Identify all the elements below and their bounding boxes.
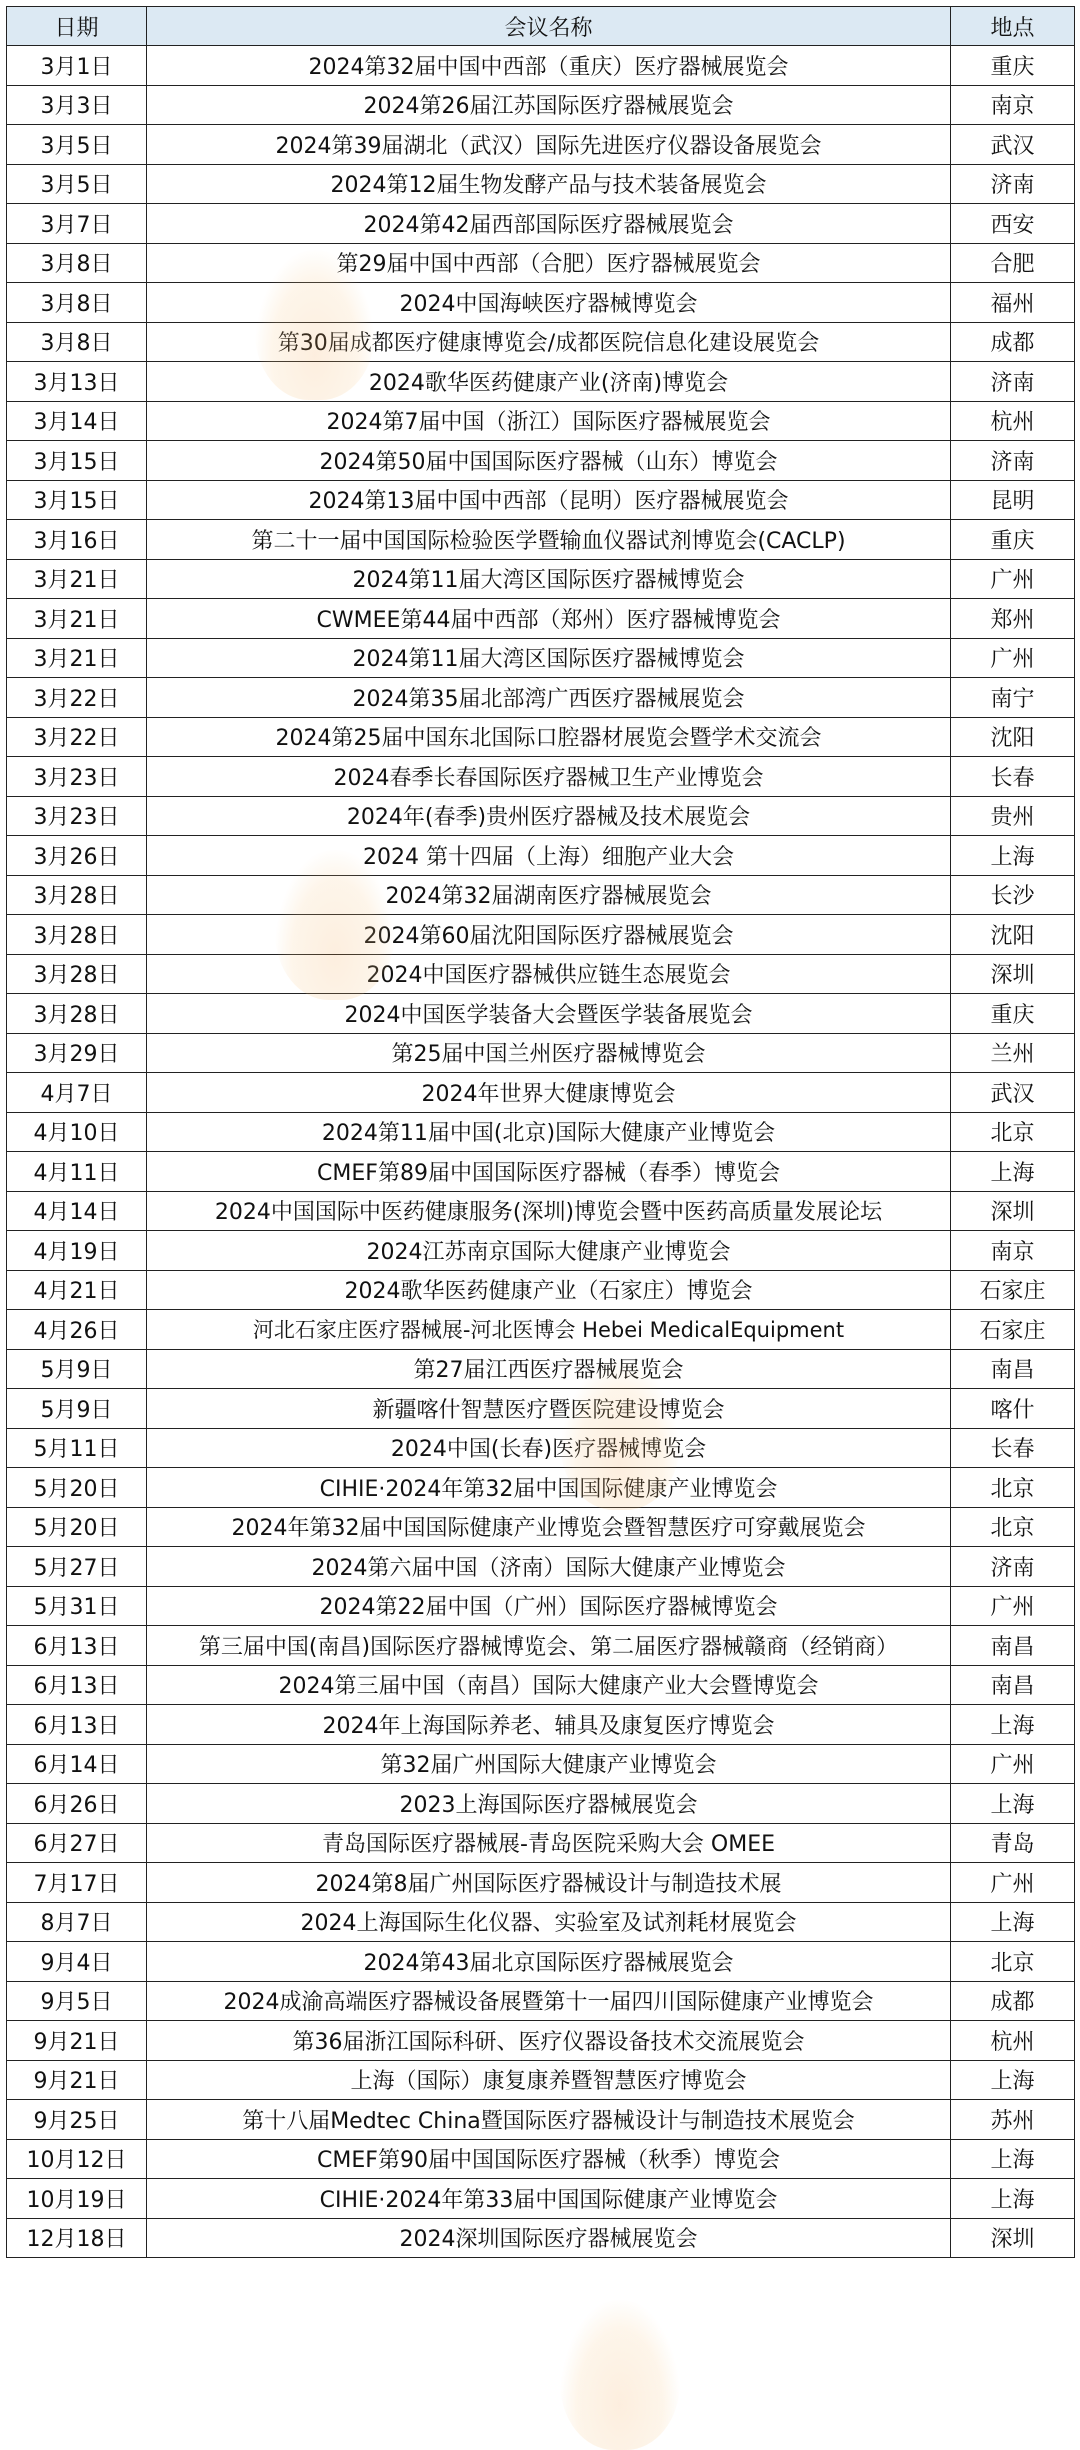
exhibition-table-container [6,6,1074,2258]
cell-place: 昆明 [951,480,1075,520]
table-row [7,1389,1075,1429]
cell-place: 苏州 [951,2100,1075,2140]
cell-place: 南宁 [951,678,1075,718]
cell-date: 3月28日 [7,994,147,1034]
cell-place: 长春 [951,1428,1075,1468]
cell-name: 2024第三届中国（南昌）国际大健康产业大会暨博览会 [147,1665,951,1705]
cell-date: 9月21日 [7,2021,147,2061]
cell-date: 3月5日 [7,125,147,165]
cell-place: 济南 [951,362,1075,402]
exhibition-schedule-table [6,6,1075,2258]
cell-date: 3月23日 [7,796,147,836]
cell-place: 杭州 [951,401,1075,441]
cell-name: 2024年世界大健康博览会 [147,1073,951,1113]
table-row [7,1705,1075,1745]
cell-date: 4月11日 [7,1152,147,1192]
cell-name: 2024中国医疗器械供应链生态展览会 [147,954,951,994]
table-row [7,1349,1075,1389]
cell-date: 6月13日 [7,1665,147,1705]
cell-place: 喀什 [951,1389,1075,1429]
cell-name: 2024春季长春国际医疗器械卫生产业博览会 [147,757,951,797]
cell-place: 济南 [951,441,1075,481]
table-row [7,2179,1075,2219]
cell-date: 3月16日 [7,520,147,560]
table-row [7,164,1075,204]
cell-place: 合肥 [951,243,1075,283]
cell-name: 2024第26届江苏国际医疗器械展览会 [147,85,951,125]
cell-place: 广州 [951,1586,1075,1626]
cell-place: 北京 [951,1942,1075,1982]
cell-name: 2024上海国际生化仪器、实验室及试剂耗材展览会 [147,1902,951,1942]
table-row [7,1270,1075,1310]
table-row [7,1665,1075,1705]
cell-date: 3月28日 [7,954,147,994]
cell-date: 3月28日 [7,915,147,955]
cell-place: 北京 [951,1507,1075,1547]
cell-date: 3月8日 [7,283,147,323]
cell-date: 5月9日 [7,1389,147,1429]
table-row [7,1033,1075,1073]
table-row [7,559,1075,599]
cell-name: 2024第25届中国东北国际口腔器材展览会暨学术交流会 [147,717,951,757]
cell-place: 郑州 [951,599,1075,639]
cell-name: CMEF第89届中国国际医疗器械（春季）博览会 [147,1152,951,1192]
cell-date: 3月5日 [7,164,147,204]
cell-name: 第30届成都医疗健康博览会/成都医院信息化建设展览会 [147,322,951,362]
cell-name: 2024第32届中国中西部（重庆）医疗器械展览会 [147,46,951,86]
table-row [7,1744,1075,1784]
header-place: 地点 [951,7,1075,46]
cell-date: 3月26日 [7,836,147,876]
cell-date: 4月21日 [7,1270,147,1310]
cell-name: 第25届中国兰州医疗器械博览会 [147,1033,951,1073]
cell-place: 重庆 [951,520,1075,560]
cell-name: 2023上海国际医疗器械展览会 [147,1784,951,1824]
table-row [7,1231,1075,1271]
cell-date: 12月18日 [7,2218,147,2258]
cell-place: 西安 [951,204,1075,244]
cell-date: 3月13日 [7,362,147,402]
table-row [7,994,1075,1034]
table-body [7,46,1075,2258]
table-row [7,1902,1075,1942]
cell-name: 2024年(春季)贵州医疗器械及技术展览会 [147,796,951,836]
cell-name: 2024 第十四届（上海）细胞产业大会 [147,836,951,876]
cell-date: 3月23日 [7,757,147,797]
table-row [7,46,1075,86]
cell-date: 5月11日 [7,1428,147,1468]
table-row [7,875,1075,915]
table-row [7,1942,1075,1982]
cell-name: CIHIE·2024年第33届中国国际健康产业博览会 [147,2179,951,2219]
cell-date: 4月7日 [7,1073,147,1113]
cell-date: 3月1日 [7,46,147,86]
cell-name: 2024第43届北京国际医疗器械展览会 [147,1942,951,1982]
cell-date: 4月10日 [7,1112,147,1152]
cell-date: 7月17日 [7,1863,147,1903]
cell-place: 广州 [951,1863,1075,1903]
table-row [7,480,1075,520]
cell-name: 河北石家庄医疗器械展-河北医博会 Hebei MedicalEquipment [147,1310,951,1350]
cell-date: 6月26日 [7,1784,147,1824]
cell-place: 深圳 [951,2218,1075,2258]
table-row [7,1152,1075,1192]
table-row [7,1507,1075,1547]
cell-name: 第二十一届中国国际检验医学暨输血仪器试剂博览会(CACLP) [147,520,951,560]
cell-place: 杭州 [951,2021,1075,2061]
cell-date: 6月13日 [7,1705,147,1745]
cell-place: 石家庄 [951,1310,1075,1350]
cell-place: 上海 [951,2139,1075,2179]
cell-place: 广州 [951,559,1075,599]
table-row [7,1112,1075,1152]
cell-date: 4月14日 [7,1191,147,1231]
cell-date: 3月22日 [7,717,147,757]
watermark-logo-4 [560,2300,680,2450]
table-row [7,125,1075,165]
cell-name: CMEF第90届中国国际医疗器械（秋季）博览会 [147,2139,951,2179]
table-row [7,85,1075,125]
cell-name: 2024深圳国际医疗器械展览会 [147,2218,951,2258]
cell-place: 沈阳 [951,915,1075,955]
cell-place: 成都 [951,1981,1075,2021]
header-name: 会议名称 [147,7,951,46]
cell-date: 3月8日 [7,243,147,283]
table-row [7,362,1075,402]
cell-place: 贵州 [951,796,1075,836]
table-row [7,1073,1075,1113]
table-row [7,441,1075,481]
table-row [7,1428,1075,1468]
cell-place: 武汉 [951,125,1075,165]
cell-place: 沈阳 [951,717,1075,757]
table-row [7,2060,1075,2100]
table-row [7,717,1075,757]
cell-place: 南昌 [951,1626,1075,1666]
cell-place: 北京 [951,1468,1075,1508]
table-row [7,2100,1075,2140]
cell-place: 上海 [951,1152,1075,1192]
table-row [7,638,1075,678]
cell-name: 2024第7届中国（浙江）国际医疗器械展览会 [147,401,951,441]
cell-name: 2024中国海峡医疗器械博览会 [147,283,951,323]
cell-name: 2024第60届沈阳国际医疗器械展览会 [147,915,951,955]
cell-place: 石家庄 [951,1270,1075,1310]
cell-place: 上海 [951,2060,1075,2100]
cell-date: 4月26日 [7,1310,147,1350]
cell-place: 广州 [951,638,1075,678]
table-row [7,2139,1075,2179]
cell-date: 6月14日 [7,1744,147,1784]
cell-place: 上海 [951,836,1075,876]
cell-date: 9月5日 [7,1981,147,2021]
table-row [7,1547,1075,1587]
cell-name: 上海（国际）康复康养暨智慧医疗博览会 [147,2060,951,2100]
cell-name: 2024中国国际中医药健康服务(深圳)博览会暨中医药高质量发展论坛 [147,1191,951,1231]
cell-name: 青岛国际医疗器械展-青岛医院采购大会 OMEE [147,1823,951,1863]
cell-date: 3月21日 [7,638,147,678]
cell-name: 2024第11届中国(北京)国际大健康产业博览会 [147,1112,951,1152]
table-row [7,954,1075,994]
cell-date: 3月29日 [7,1033,147,1073]
table-row [7,757,1075,797]
cell-date: 3月15日 [7,480,147,520]
cell-place: 上海 [951,2179,1075,2219]
cell-date: 9月25日 [7,2100,147,2140]
table-row [7,599,1075,639]
table-row [7,1310,1075,1350]
cell-date: 9月4日 [7,1942,147,1982]
table-row [7,283,1075,323]
cell-place: 长沙 [951,875,1075,915]
cell-date: 3月21日 [7,559,147,599]
cell-name: CIHIE·2024年第32届中国国际健康产业博览会 [147,1468,951,1508]
cell-name: 2024歌华医药健康产业（石家庄）博览会 [147,1270,951,1310]
cell-name: 2024第六届中国（济南）国际大健康产业博览会 [147,1547,951,1587]
cell-date: 8月7日 [7,1902,147,1942]
table-row [7,836,1075,876]
table-row [7,1191,1075,1231]
table-row [7,401,1075,441]
cell-name: 2024中国医学装备大会暨医学装备展览会 [147,994,951,1034]
cell-place: 上海 [951,1784,1075,1824]
cell-name: 2024第8届广州国际医疗器械设计与制造技术展 [147,1863,951,1903]
table-row [7,2218,1075,2258]
cell-name: 2024年第32届中国国际健康产业博览会暨智慧医疗可穿戴展览会 [147,1507,951,1547]
cell-place: 深圳 [951,954,1075,994]
cell-date: 6月13日 [7,1626,147,1666]
table-row [7,204,1075,244]
cell-name: 2024第22届中国（广州）国际医疗器械博览会 [147,1586,951,1626]
cell-name: 第十八届Medtec China暨国际医疗器械设计与制造技术展览会 [147,2100,951,2140]
cell-place: 济南 [951,164,1075,204]
cell-place: 广州 [951,1744,1075,1784]
cell-date: 5月20日 [7,1507,147,1547]
table-row [7,1468,1075,1508]
table-row [7,915,1075,955]
cell-name: 2024第13届中国中西部（昆明）医疗器械展览会 [147,480,951,520]
table-row [7,243,1075,283]
table-row [7,520,1075,560]
cell-name: 新疆喀什智慧医疗暨医院建设博览会 [147,1389,951,1429]
cell-place: 南京 [951,1231,1075,1271]
flame-icon [560,2300,680,2450]
table-row [7,678,1075,718]
cell-place: 深圳 [951,1191,1075,1231]
table-row [7,1823,1075,1863]
cell-date: 5月31日 [7,1586,147,1626]
cell-date: 5月27日 [7,1547,147,1587]
cell-place: 武汉 [951,1073,1075,1113]
table-row [7,1586,1075,1626]
cell-date: 6月27日 [7,1823,147,1863]
cell-place: 上海 [951,1705,1075,1745]
cell-name: 2024年上海国际养老、辅具及康复医疗博览会 [147,1705,951,1745]
cell-date: 5月9日 [7,1349,147,1389]
cell-name: 2024江苏南京国际大健康产业博览会 [147,1231,951,1271]
cell-name: 2024第32届湖南医疗器械展览会 [147,875,951,915]
cell-name: 2024歌华医药健康产业(济南)博览会 [147,362,951,402]
cell-date: 3月8日 [7,322,147,362]
cell-place: 上海 [951,1902,1075,1942]
cell-place: 南昌 [951,1349,1075,1389]
cell-date: 10月19日 [7,2179,147,2219]
cell-place: 兰州 [951,1033,1075,1073]
cell-name: 2024第50届中国国际医疗器械（山东）博览会 [147,441,951,481]
cell-name: 第27届江西医疗器械展览会 [147,1349,951,1389]
cell-date: 3月28日 [7,875,147,915]
cell-date: 3月14日 [7,401,147,441]
table-row [7,1626,1075,1666]
cell-name: 2024第39届湖北（武汉）国际先进医疗仪器设备展览会 [147,125,951,165]
cell-place: 济南 [951,1547,1075,1587]
cell-name: 第36届浙江国际科研、医疗仪器设备技术交流展览会 [147,2021,951,2061]
table-row [7,2021,1075,2061]
cell-name: 第29届中国中西部（合肥）医疗器械展览会 [147,243,951,283]
header-date: 日期 [7,7,147,46]
cell-date: 5月20日 [7,1468,147,1508]
cell-place: 重庆 [951,46,1075,86]
cell-date: 10月12日 [7,2139,147,2179]
cell-date: 3月22日 [7,678,147,718]
cell-name: 2024第42届西部国际医疗器械展览会 [147,204,951,244]
cell-place: 长春 [951,757,1075,797]
cell-date: 3月21日 [7,599,147,639]
header-row [7,7,1075,46]
table-row [7,1981,1075,2021]
cell-date: 3月7日 [7,204,147,244]
table-row [7,796,1075,836]
cell-name: 2024成渝高端医疗器械设备展暨第十一届四川国际健康产业博览会 [147,1981,951,2021]
cell-place: 重庆 [951,994,1075,1034]
cell-name: 第三届中国(南昌)国际医疗器械博览会、第二届医疗器械赣商（经销商） [147,1626,951,1666]
table-row [7,1784,1075,1824]
cell-place: 青岛 [951,1823,1075,1863]
cell-name: 2024第11届大湾区国际医疗器械博览会 [147,638,951,678]
cell-name: CWMEE第44届中西部（郑州）医疗器械博览会 [147,599,951,639]
cell-name: 2024第12届生物发酵产品与技术装备展览会 [147,164,951,204]
cell-date: 3月15日 [7,441,147,481]
cell-place: 南昌 [951,1665,1075,1705]
cell-place: 成都 [951,322,1075,362]
cell-place: 福州 [951,283,1075,323]
cell-name: 2024中国(长春)医疗器械博览会 [147,1428,951,1468]
table-row [7,1863,1075,1903]
cell-date: 9月21日 [7,2060,147,2100]
cell-name: 第32届广州国际大健康产业博览会 [147,1744,951,1784]
cell-place: 南京 [951,85,1075,125]
table-row [7,322,1075,362]
cell-place: 北京 [951,1112,1075,1152]
cell-date: 3月3日 [7,85,147,125]
table-header [7,7,1075,46]
cell-name: 2024第11届大湾区国际医疗器械博览会 [147,559,951,599]
cell-name: 2024第35届北部湾广西医疗器械展览会 [147,678,951,718]
cell-date: 4月19日 [7,1231,147,1271]
